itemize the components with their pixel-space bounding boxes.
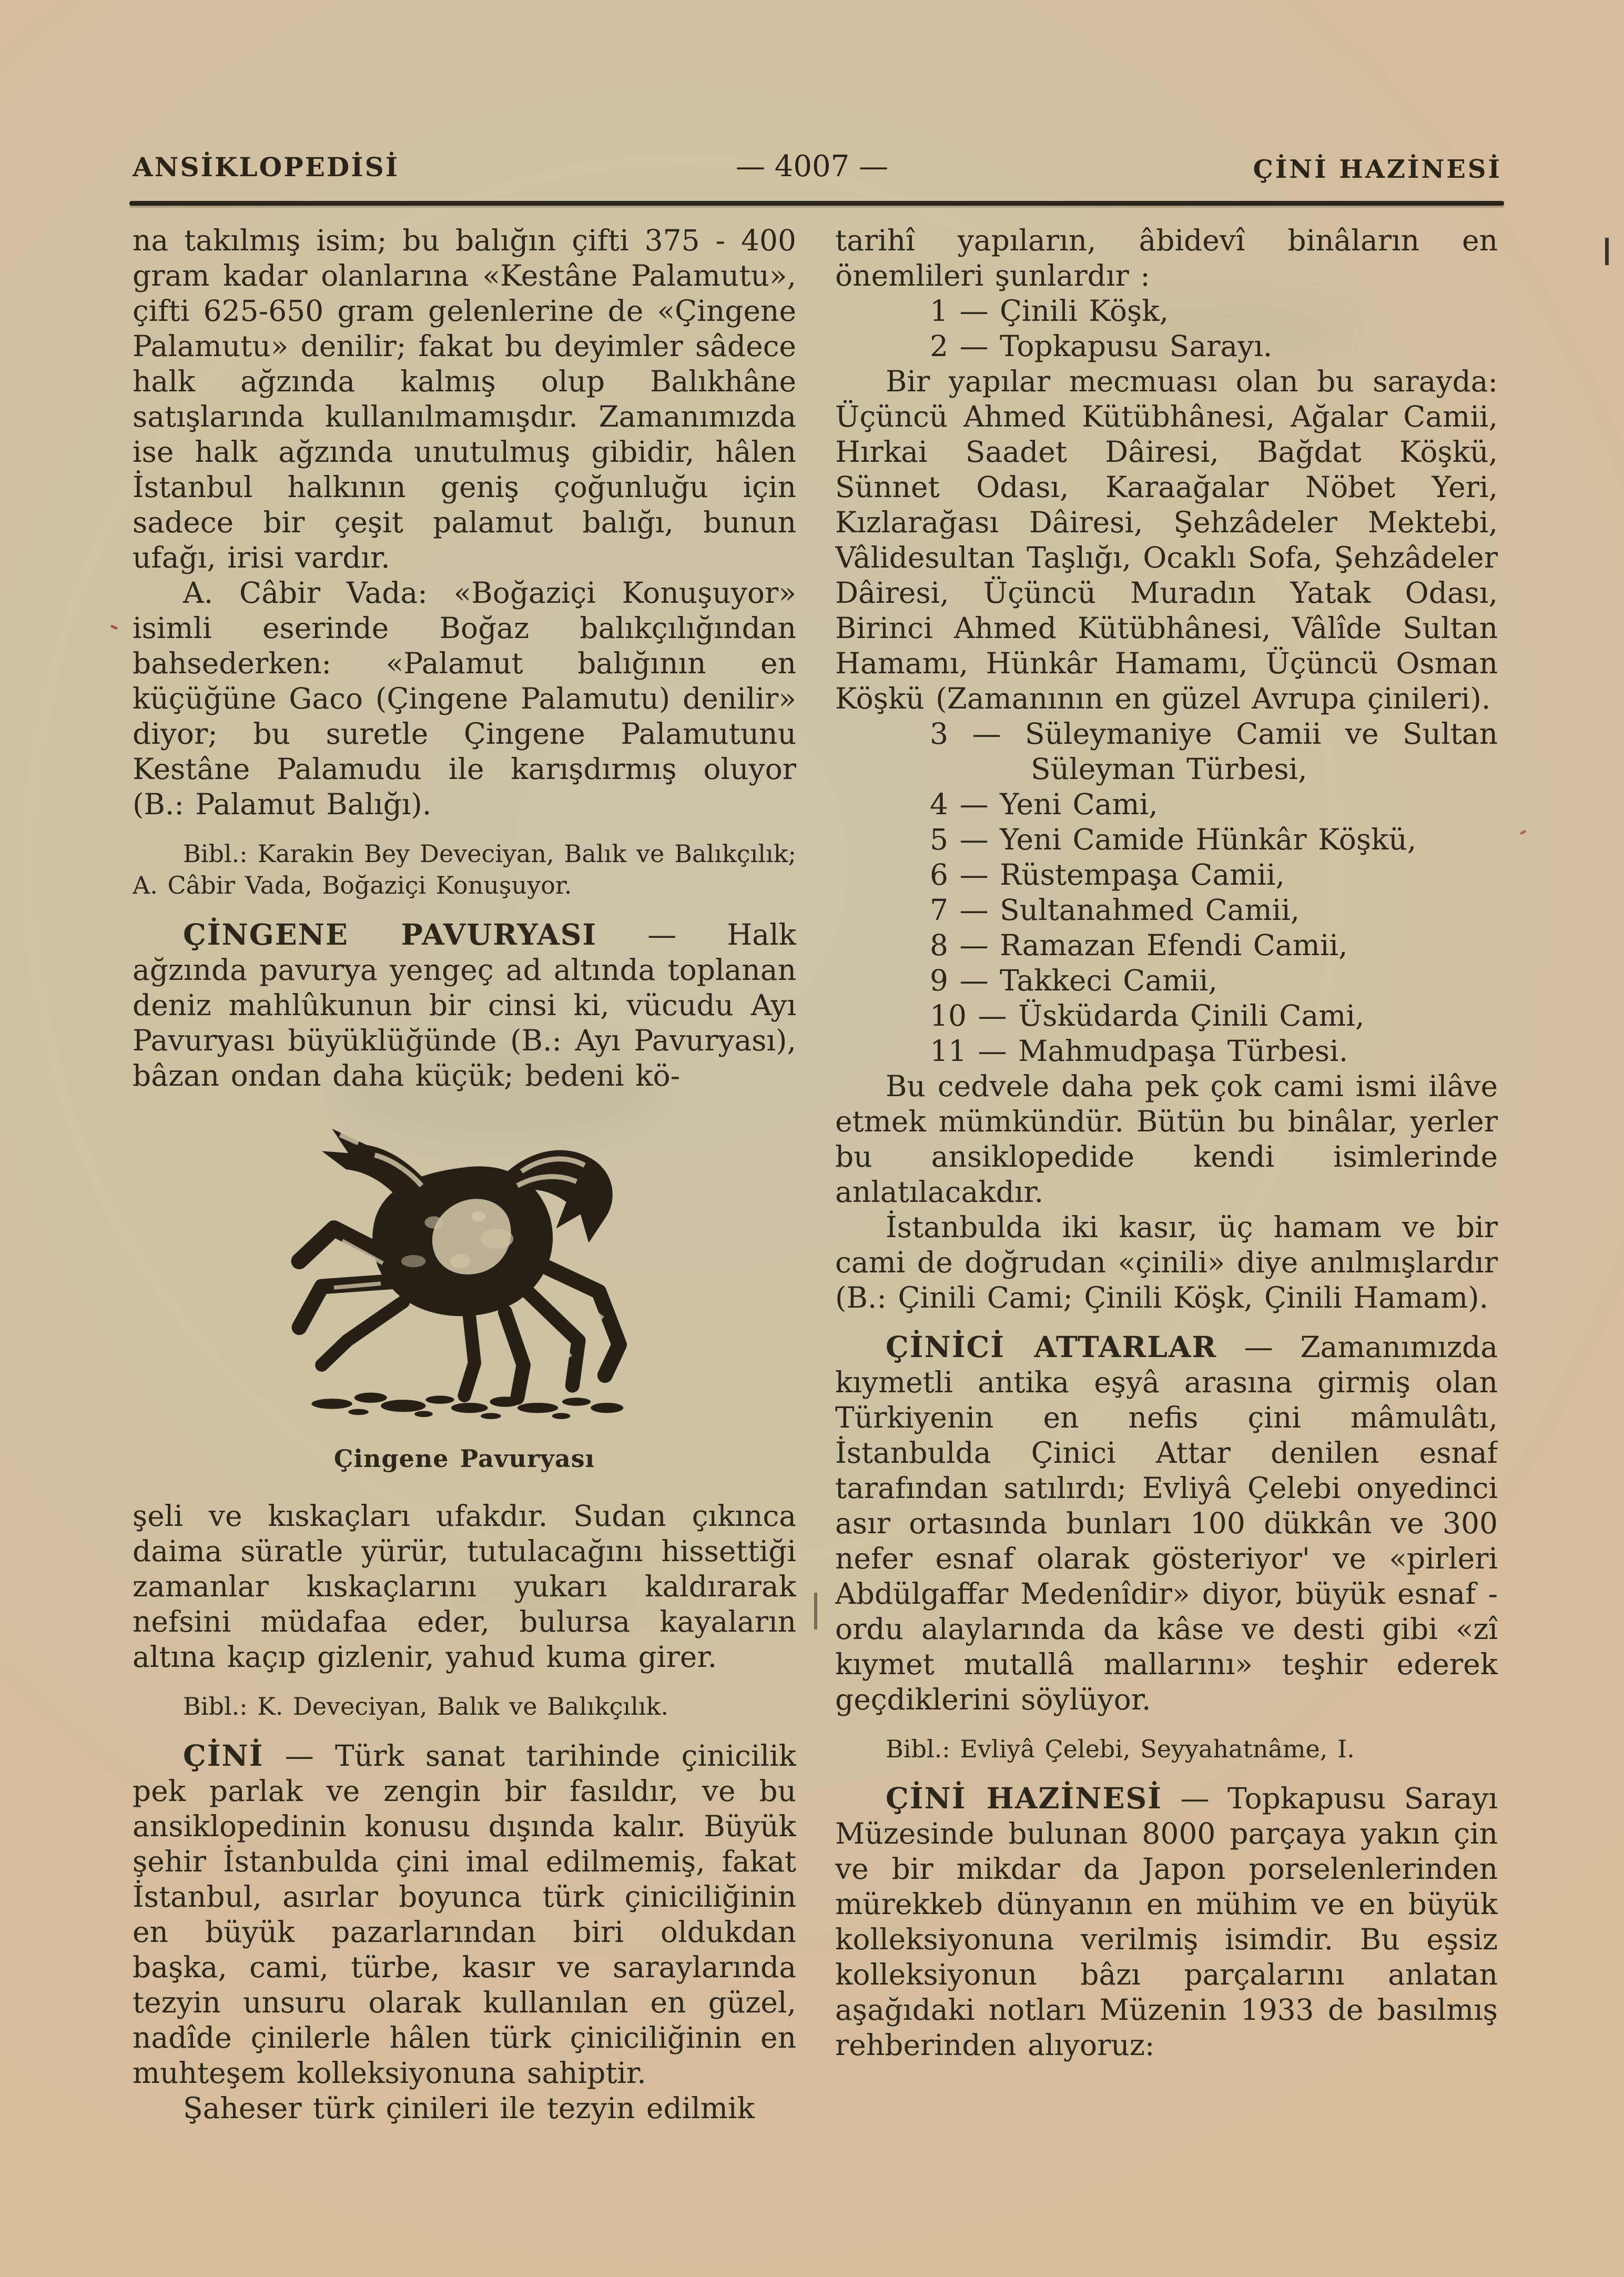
crab-figure	[133, 1108, 796, 1473]
list-item: 4 — Yeni Cami,	[930, 787, 1158, 821]
paragraph: İstanbulda iki kasır, üç hamam ve bir cami de doğrudan «çinili» diye anılmışlardır (B.: Çinili Cami; Çinili Köşk, Çinili Hamam).	[835, 1210, 1498, 1314]
paper-fiber	[1520, 829, 1527, 835]
crab-illustration	[257, 1108, 672, 1434]
paragraph: na takılmış isim; bu balığın çifti 375 - 400 gram kadar olanlarına «Kestâne Palamutu», çifti 625-650 gram gelenlerine de «Çingene Palamutu» denilir; fakat bu deyimler sâdece halk ağzında kalmış olup Balıkhâne satışlarında kullanılmamışdır. Zamanımızda ise halk ağzında unutulmuş gibidir, hâlen İstanbul halkının geniş çoğunluğu için sadece bir çeşit palamut balığı, bunun ufağı, irisi vardır.	[133, 224, 796, 574]
entry-term: ÇİNGENE PAVURYASI	[183, 917, 597, 952]
entry-paragraph: ÇİNGENE PAVURYASI — Halk ağzında pavurya yengeç ad altında toplanan deniz mahlûkunun bir cinsi ki, vücudu Ayı Pavuryası büyüklüğünde (B.: Ayı Pavuryası), bâzan ondan daha küçük; bedeni kö-	[133, 917, 796, 1092]
header-rule	[129, 201, 1504, 206]
list-item: 5 — Yeni Camide Hünkâr Köşkü,	[930, 823, 1417, 856]
list-item: 11 — Mahmudpaşa Türbesi.	[930, 1034, 1348, 1068]
margin-mark	[1605, 238, 1609, 265]
bibliography-line: Bibl.: Evliyâ Çelebi, Seyyahatnâme, I.	[886, 1735, 1355, 1763]
list-item: 6 — Rüstempaşa Camii,	[930, 858, 1285, 892]
paragraph: A. Câbir Vada: «Boğaziçi Konuşuyor» isimli eserinde Boğaz balıkçılığından bahsederken: «Palamut balığının en küçüğüne Gaco (Çingene Palamutu) denilir» diyor; bu suretle Çingene Palamutunu Kestâne Palamudu ile karışdırmış oluyor (B.: Palamut Balığı).	[133, 576, 796, 821]
running-head-title: ANSİKLOPEDİSİ	[133, 151, 400, 183]
list-item: 8 — Ramazan Efendi Camii,	[930, 928, 1348, 962]
entry-list	[835, 294, 1498, 364]
entry-term: ÇİNİ	[183, 1738, 264, 1773]
list-item: 3 — Süleymaniye Camii ve Sultan Süleyman Türbesi,	[930, 717, 1498, 786]
page-number: — 4007 —	[735, 149, 889, 184]
paragraph: Bu cedvele daha pek çok cami ismi ilâve etmek mümkündür. Bütün bu binâlar, yerler bu ansiklopedide kendi isimlerinde anlatılacakdır.	[835, 1069, 1498, 1209]
figure-caption: Çingene Pavuryası	[333, 1444, 595, 1473]
paragraph: şeli ve kıskaçları ufakdır. Sudan çıkınca daima süratle yürür, tutulacağını hissettiği zamanlar kıskaçlarını yukarı kaldırarak nefsini müdafaa eder, bulursa kayaların altına kaçıp gizlenir, yahud kuma girer.	[133, 1499, 796, 1674]
entry-paragraph: ÇİNİ HAZİNESİ — Topkapusu Sarayı Müzesinde bulunan 8000 parçaya yakın çin ve bir mikdar da Japon porselenlerinden mürekkeb dünyanın en mühim ve en büyük kolleksiyonuna verilmiş isimdir. Bu eşsiz kolleksiyonun bâzı parçalarını anlatan aşağıdaki notları Müzenin 1933 de basılmış rehberinden alıyoruz:	[835, 1781, 1498, 2062]
entry-paragraph: ÇİNİ — Türk sanat tarihinde çinicilik pek parlak ve zengin bir fasıldır, ve bu ansiklopedinin konusu dışında kalır. Büyük şehir İstanbulda çini imal edilmemiş, fakat İstanbul, asırlar boyunca türk çiniciliğinin en büyük pazarlarından biri oldukdan başka, cami, türbe, kasır ve saraylarında tezyin unsuru olarak kullanılan en güzel, nadîde çinilerle hâlen türk çiniciliğinin en muhteşem kolleksiyonuna sahiptir.	[133, 1738, 796, 2090]
bibliography-line: Bibl.: K. Deveciyan, Balık ve Balıkçılık.	[183, 1692, 668, 1721]
paragraph: tarihî yapıların, âbidevî binâların en önemlileri şunlardır :	[835, 224, 1498, 292]
paragraph: Bir yapılar mecmuası olan bu sarayda: Üçüncü Ahmed Kütübhânesi, Ağalar Camii, Hırkai Saadet Dâiresi, Bağdat Köşkü, Sünnet Odası, Karaağalar Nöbet Yeri, Kızlarağası Dâiresi, Şehzâdeler Mektebi, Vâlidesultan Taşlığı, Ocaklı Sofa, Şehzâdeler Dâiresi, Üçüncü Muradın Yatak Odası, Birinci Ahmed Kütübhânesi, Vâlîde Sultan Hamamı, Hünkâr Hamamı, Üçüncü Osman Köşkü (Zamanının en güzel Avrupa çinileri).	[835, 365, 1498, 715]
entry-paragraph: ÇİNİCİ ATTARLAR — Zamanımızda kıymetli antika eşyâ arasına girmiş olan Türkiyenin en nefis çini mâmulâtı, İstanbulda Çinici Attar denilen esnaf tarafından satılırdı; Evliyâ Çelebi onyedinci asır ortasında bunları 100 dükkân ve 300 nefer esnaf olarak gösteriyor' ve «pirleri Abdülgaffar Medenîdir» diyor, büyük esnaf - ordu alaylarında da kâse ve desti gibi «zî kıymet mutallâ mallarını» teşhir ederek geçdiklerini söylüyor.	[835, 1330, 1498, 1716]
entry-term: ÇİNİ HAZİNESİ	[886, 1781, 1162, 1815]
right-column	[835, 223, 1498, 2264]
bibliography-line: Bibl.: Karakin Bey Deveciyan, Balık ve Balıkçılık; A. Câbir Vada, Boğaziçi Konuşuyor.	[133, 839, 796, 899]
list-item: 2 — Topkapusu Sarayı.	[930, 329, 1273, 363]
running-head-entry: ÇİNİ HAZİNESİ	[1253, 155, 1502, 184]
list-item: 7 — Sultanahmed Camii,	[930, 893, 1300, 927]
entry-list	[835, 716, 1498, 1069]
paragraph: Şaheser türk çinileri ile tezyin edilmik	[183, 2091, 755, 2125]
paper-fiber	[110, 624, 118, 630]
list-item: 1 — Çinili Köşk,	[930, 294, 1169, 328]
list-item: 10 — Üsküdarda Çinili Cami,	[930, 999, 1365, 1033]
left-column	[133, 223, 796, 2264]
list-item: 9 — Takkeci Camii,	[930, 964, 1217, 997]
entry-term: ÇİNİCİ ATTARLAR	[886, 1330, 1217, 1364]
stray-ink-mark	[814, 1593, 817, 1630]
